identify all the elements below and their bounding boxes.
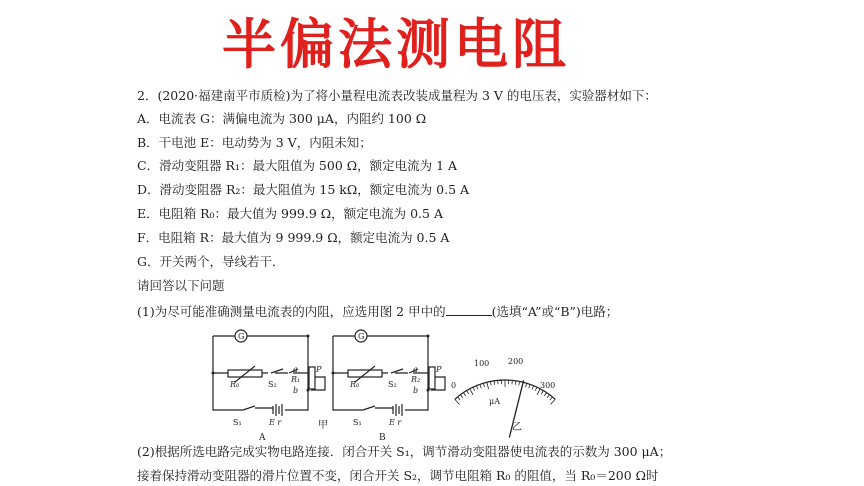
dial-tick [537, 389, 540, 395]
item-a: A．电流表 G：满偏电流为 300 μA，内阻约 100 Ω [137, 111, 427, 126]
svg-text:S₁: S₁ [233, 418, 242, 427]
dial-tick [547, 395, 549, 398]
dial-tick [535, 387, 537, 391]
circuit-b [332, 330, 446, 443]
svg-text:R₀: R₀ [350, 380, 360, 389]
svg-text:G: G [238, 332, 245, 341]
svg-text:b: b [413, 386, 419, 395]
dial-tick [519, 381, 520, 385]
svg-text:E r: E r [269, 418, 282, 427]
circuit-a [212, 330, 326, 443]
item-e: E．电阻箱 R₀：最大值为 999.9 Ω，额定电流为 0.5 A [137, 206, 443, 221]
part-2-line-2: 接着保持滑动变阻器的滑片位置不变，闭合开关 S₂，调节电阻箱 R₀ 的阻值，当 R₀＝200 Ω时 [137, 468, 659, 483]
dial-tick [487, 382, 489, 389]
svg-text:R₀: R₀ [230, 380, 240, 389]
svg-text:B: B [379, 433, 386, 443]
microammeter-dial [451, 357, 555, 438]
dial-tick [476, 386, 478, 390]
rheostat-icon [429, 367, 435, 389]
part-1-text-after: (选填“A”或“B”)电路； [491, 304, 619, 319]
dial-tick [458, 397, 461, 400]
dial-tick [529, 384, 530, 388]
dial-tick [526, 383, 527, 387]
part-1-text: (1)为尽可能准确测量电流表的内阻，应选用图 2 甲中的 [137, 304, 446, 319]
item-d: D．滑动变阻器 R₂：最大阻值为 15 kΩ，额定电流为 0.5 A [137, 182, 470, 197]
dial-tick-label: 100 [474, 359, 490, 368]
dial-tick [467, 391, 469, 394]
dial-tick [532, 386, 534, 390]
dial-tick [551, 399, 556, 404]
item-g: G．开关两个，导线若干． [137, 254, 285, 269]
svg-text:S₁: S₁ [353, 418, 362, 427]
prompt: 请回答以下问题 [137, 278, 225, 293]
dial-tick-label: 0 [451, 381, 457, 390]
dial-tick [483, 383, 484, 387]
dial-tick [494, 381, 495, 385]
rheostat-icon [309, 367, 315, 389]
dial-tick [470, 389, 473, 395]
svg-text:A: A [259, 433, 266, 443]
item-b: B．干电池 E：电动势为 3 V，内阻未知； [137, 135, 372, 150]
svg-text:P: P [316, 365, 322, 374]
svg-text:a: a [293, 365, 298, 374]
item-c: C．滑动变阻器 R₁：最大阻值为 500 Ω，额定电流为 1 A [137, 158, 458, 173]
dial-tick [550, 397, 553, 400]
dial-tick [463, 393, 465, 396]
dial-tick [473, 387, 475, 391]
dial-tick [455, 399, 460, 404]
svg-text:E r: E r [389, 418, 402, 427]
svg-text:G: G [358, 332, 365, 341]
svg-text:S₂: S₂ [388, 380, 397, 389]
dial-tick-label: 300 [540, 381, 556, 390]
dial-tick [515, 381, 516, 385]
dial-tick [544, 393, 546, 396]
svg-text:b: b [293, 386, 299, 395]
part-2-line-1: (2)根据所选电路完成实物电路连接．闭合开关 S₁，调节滑动变阻器使电流表的示数为 300 μA； [137, 444, 672, 459]
svg-text:R₂: R₂ [411, 375, 421, 384]
caption-yi: 乙 [512, 422, 522, 433]
page-title: 半偏法测电阻 [222, 13, 570, 76]
dial-tick [460, 395, 462, 398]
dial-tick [541, 391, 543, 394]
dial-unit: μA [489, 397, 500, 406]
question-stem: 2．(2020·福建南平市质检)为了将小量程电流表改装成量程为 3 V 的电压表，实验器材如下： [137, 88, 657, 103]
item-f: F．电阻箱 R：最大值为 9 999.9 Ω，额定电流为 0.5 A [137, 230, 450, 245]
caption-jia: 甲 [318, 420, 328, 431]
dial-tick-label: 200 [508, 357, 524, 366]
dial-tick [480, 384, 481, 388]
svg-text:S₂: S₂ [268, 380, 277, 389]
svg-text:R₁: R₁ [291, 375, 301, 384]
svg-text:P: P [436, 365, 442, 374]
svg-text:a: a [413, 365, 418, 374]
dial-tick [490, 381, 491, 385]
